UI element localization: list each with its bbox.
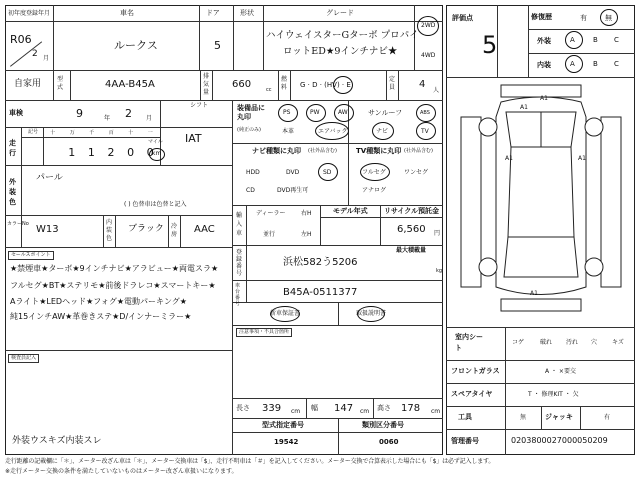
footer-line-2: ※走行メーター交換の条件を満たしていないものはメーター改ざん車扱いになります。 (5, 468, 238, 475)
jack-label: ジャッキ (545, 413, 573, 421)
designation-class-value: 0060 (379, 438, 399, 446)
chassis-label: 車台番号 (235, 283, 241, 307)
color-code-label: カラーNo (7, 221, 29, 227)
notes-label: 注意事項・不具合箇所 (236, 328, 292, 337)
car-roof (508, 147, 574, 237)
spare-tire-value: T ・ 修理KIT ・ 欠 (528, 391, 579, 398)
recycle-label: リサイクル預託金 (384, 207, 440, 215)
interior-grade-b: B (593, 60, 598, 68)
sales-line: ★禁煙車★ターボ★9インチナビ★アラビュー★両電スラ★ (10, 264, 219, 273)
fuel-selected-circle (333, 76, 353, 94)
digit-head: 一 (147, 130, 153, 136)
sheet-opt: 破れ (540, 339, 553, 346)
model-label: 型式 (57, 76, 64, 91)
shape-label: 形状 (240, 9, 254, 17)
wheel-rl (479, 258, 497, 276)
displacement-label: 排気量 (203, 73, 210, 96)
equip-tv: TV (421, 128, 429, 135)
inspector-label: 検査員記入 (8, 354, 39, 363)
grade-label: グレード (326, 9, 354, 17)
mileage-digit: 1 (87, 146, 95, 159)
exterior-grade-b: B (593, 36, 598, 44)
mileage-digit: 1 (68, 146, 76, 159)
designation-model-value: 19542 (274, 438, 299, 446)
interior-grade-c: C (614, 60, 619, 68)
inspection-month-unit: 月 (146, 115, 153, 122)
tv-title: TV種類に丸印 (356, 147, 402, 155)
length-unit: cm (291, 408, 301, 415)
drive-4wd: 4WD (421, 52, 436, 59)
first-reg-era: R06 (10, 33, 32, 46)
exterior-grade-c: C (614, 36, 619, 44)
displacement: 660 (232, 79, 252, 90)
door-count: 5 (214, 39, 221, 52)
height-unit: cm (431, 408, 441, 415)
sheet-opt: 穴 (591, 339, 598, 346)
displacement-unit: cc (266, 87, 272, 93)
sheet-opt: 汚れ (566, 339, 579, 346)
unit-km: km (152, 150, 162, 157)
height-label: 高さ (377, 404, 391, 412)
capacity-unit: 人 (433, 87, 440, 94)
exterior-grade-label: 外装 (537, 37, 551, 45)
equip-ps: PS (283, 109, 291, 116)
import-label: 輸入車 (236, 212, 243, 237)
digit-head: 十 (50, 130, 56, 136)
inspection-year: 9 (76, 107, 83, 120)
mgmt-label: 管理番号 (451, 437, 479, 445)
tv-analog: アナログ (362, 187, 387, 194)
mileage-digit: 0 (146, 146, 154, 159)
nav-dvd-playback: DVD再生可 (277, 187, 309, 194)
front-glass-label: フロントガラス (451, 367, 500, 375)
new-car-warranty: 新車保証書 (270, 310, 301, 317)
ac-label: 冷房 (171, 223, 178, 238)
sheet-opt: コゲ (512, 339, 525, 346)
grade-line-1: ハイウェイスターGターボ プロパイ (266, 30, 419, 41)
nav-dvd: DVD (286, 169, 300, 176)
shift-value: IAT (185, 132, 202, 145)
equip-abs: ABS (420, 110, 430, 116)
footer-line-1: 走行距離の記載欄に「＊」、メーター改ざん車は「＊」、メーター交換車は「$」、走行不明車は「＃」を記入してください。メーター交換で合算表示した場合にも「$」は必ず記入します。 (5, 458, 495, 465)
damage-code: A1 (505, 155, 513, 162)
nav-cd: CD (246, 187, 255, 194)
drive-2wd: 2WD (421, 22, 436, 29)
capacity: 4 (419, 79, 426, 90)
tools-value: 無 (520, 414, 527, 421)
mgmt-value: 0203800027000050209 (511, 436, 608, 445)
designation-model-label: 型式指定番号 (262, 421, 304, 429)
exterior-note: ( ) 色替車は色替と記入 (124, 201, 187, 208)
first-reg-month: 2 (32, 49, 38, 59)
length-label: 長さ (236, 404, 250, 412)
exterior-label: 外装色 (9, 178, 16, 206)
nav-title: ナビ種類に丸印 (252, 147, 301, 155)
recycle-value: 6,560 (397, 224, 426, 235)
equip-airbag: エアバック (318, 128, 348, 135)
equip-navi: ナビ (376, 128, 389, 135)
width-label: 幅 (311, 404, 318, 412)
registration-label: 登録番号 (236, 249, 243, 277)
score-value: 5 (482, 31, 498, 59)
equip-sunroof: サンルーフ (368, 109, 403, 117)
digit-head: 万 (69, 130, 75, 136)
inspection-label: 車検 (9, 109, 23, 117)
spare-tire-label: スペアタイヤ (451, 390, 493, 398)
car-damage-diagram (446, 77, 635, 327)
interior-color-value: ブラック (128, 224, 164, 234)
color-code-value: W13 (36, 224, 59, 235)
manual: 取扱説明書 (356, 310, 387, 317)
car-rear-bumper (501, 299, 581, 311)
car-left-side (461, 117, 481, 287)
height-value: 178 (401, 403, 421, 414)
mileage-digits (62, 146, 160, 159)
tv-fullseg: フルセグ (362, 169, 386, 176)
interior-sheet-label: 室内シート (455, 333, 483, 352)
tools-label: 工具 (458, 413, 472, 421)
usage: 自家用 (14, 79, 42, 89)
designation-class-label: 類別区分番号 (362, 421, 404, 429)
tv-subtitle: (社外品含む) (404, 148, 433, 154)
damage-code: A1 (520, 104, 528, 111)
equip-leather: 本革 (282, 128, 295, 135)
wheel-rr (585, 258, 603, 276)
mileage-digit: 2 (107, 146, 115, 159)
exterior-grade-a: A (570, 36, 575, 44)
digit-head: 百 (108, 130, 114, 136)
shift-label: シフト (190, 102, 209, 109)
max-load-label: 最大積載量 (396, 247, 427, 254)
jack-value: 有 (604, 414, 611, 421)
damage-code: A1 (578, 155, 586, 162)
equip-pw: PW (310, 109, 320, 116)
capacity-label: 定員 (389, 76, 396, 91)
mileage-label: 走行 (9, 139, 16, 157)
ac-value: AAC (194, 224, 215, 235)
first-reg-label: 初年度登録年月 (8, 10, 51, 17)
inspection-year-unit: 年 (104, 115, 111, 122)
import-parallel: 並行 (263, 231, 276, 238)
fuel-options: G · D · (HV) · E (300, 81, 351, 89)
mileage-digit: 0 (127, 146, 135, 159)
import-dealer: ディーラー (256, 210, 286, 217)
repair-opt: 無 (605, 14, 612, 22)
month-unit: 月 (43, 55, 50, 62)
nav-subtitle: (社外品含む) (308, 148, 337, 154)
fuel-label: 燃料 (281, 76, 288, 91)
handle-right: 右H (301, 210, 312, 217)
max-load-unit: kg (436, 268, 443, 274)
wheel-fl (479, 118, 497, 136)
sales-line: 純15インチAW★革巻きステ★D/インナーミラー★ (10, 312, 192, 321)
door-label: ドア (206, 9, 220, 17)
registration-value: 浜松582う5206 (283, 257, 358, 268)
handle-left: 左H (301, 231, 312, 238)
width-value: 147 (334, 403, 354, 414)
damage-code: A1 (530, 290, 538, 297)
unit-mile: マイル (148, 139, 163, 145)
tv-oneseg: ワンセグ (404, 169, 429, 176)
model-code: 4AA-B45A (105, 79, 155, 90)
digit-head: 十 (128, 130, 134, 136)
sales-label: セールスポイント (8, 251, 54, 260)
grade-line-2: ロットED★9インチナビ★ (283, 46, 398, 57)
vehicle-name: ルークス (114, 39, 158, 52)
vehicle-name-label: 車名 (120, 9, 134, 17)
repair-opt: 有 (580, 14, 587, 22)
digit-head: 千 (89, 130, 95, 136)
car-trunk (504, 237, 578, 277)
mileage-note-label: 記号 (28, 129, 39, 135)
model-year-label: モデル年式 (333, 207, 368, 215)
inspector-text: 外装ウスキズ内装スレ (12, 436, 102, 446)
chassis-value: B45A-0511377 (283, 287, 358, 298)
inspection-month: 2 (125, 107, 132, 120)
nav-hdd: HDD (246, 169, 260, 176)
mileage-digit-heads (43, 129, 160, 136)
sheet-opt: キズ (612, 339, 624, 346)
sales-line: Aライト★LEDヘッド★フォグ★電動パーキング★ (10, 297, 187, 306)
recycle-unit: 円 (434, 230, 441, 237)
equipment-title: 装備品に丸印 (237, 104, 265, 121)
equipment-subtitle: (純正のみ) (237, 127, 261, 133)
width-unit: cm (360, 408, 370, 415)
front-glass-value: A ・ ×要交 (545, 368, 576, 375)
length-value: 339 (262, 403, 282, 414)
score-label: 評価点 (452, 14, 473, 22)
car-right-side (601, 117, 621, 287)
exterior-value: パール (36, 173, 63, 183)
interior-grade-a: A (570, 60, 575, 68)
interior-grade-label: 内装 (537, 61, 551, 69)
wheel-fr (585, 118, 603, 136)
nav-sd: SD (323, 169, 332, 176)
damage-code: A1 (540, 95, 548, 102)
sales-line: フルセグ★BT★ステリモ★前後ドラレコ★スマートキー★ (10, 281, 216, 290)
interior-color-label: 内装色 (106, 219, 113, 242)
repair-label: 修復歴 (531, 13, 552, 21)
equip-aw: AW (338, 109, 348, 116)
